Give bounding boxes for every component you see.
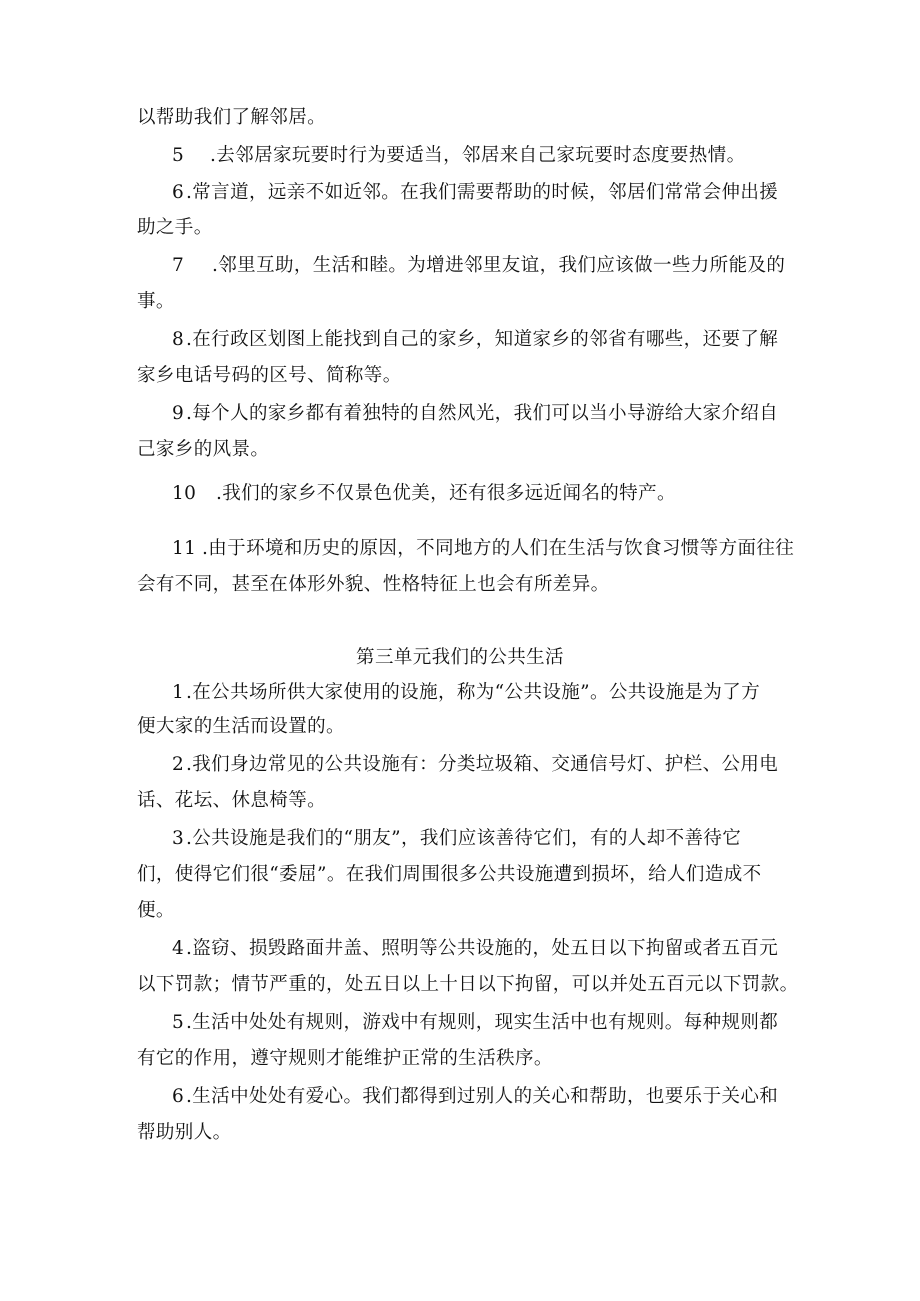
- item-text: .我们身边常见的公共设施有：分类垃圾箱、交通信号灯、护栏、公用电: [186, 754, 779, 775]
- item-number: 7: [172, 255, 185, 276]
- item-number: 6: [172, 1086, 185, 1107]
- list-item: [172, 536, 832, 562]
- list-item: [172, 936, 832, 962]
- list-item: [172, 680, 832, 706]
- item-text: .在公共场所供大家使用的设施，称为“公共设施”。公共设施是为了方: [186, 682, 761, 703]
- list-item: [172, 327, 832, 353]
- item-number: 6: [172, 182, 185, 203]
- list-item: [172, 143, 832, 169]
- item-text-continuation: 话、花坛、休息椅等。: [137, 790, 327, 811]
- item-number: 5: [172, 145, 185, 166]
- list-item: [172, 253, 832, 279]
- item-text: .在行政区划图上能找到自己的家乡，知道家乡的邻省有哪些，还要了解: [186, 329, 779, 350]
- item-number: 4: [172, 938, 185, 959]
- item-text: .我们的家乡不仅景色优美，还有很多远近闻名的特产。: [216, 483, 676, 504]
- item-text-continuation: 便。: [137, 900, 175, 921]
- item-text: .每个人的家乡都有着独特的自然风光，我们可以当小导游给大家介绍自: [186, 403, 779, 424]
- item-text: .由于环境和历史的原因，不同地方的人们在生活与饮食习惯等方面往往: [202, 538, 795, 559]
- item-number: 3: [172, 828, 185, 849]
- item-number: 10: [172, 483, 197, 504]
- item-text: .去邻居家玩要时行为要适当，邻居来自己家玩要时态度要热情。: [210, 145, 746, 166]
- item-text-continuation: 帮助别人。: [137, 1122, 232, 1143]
- item-number: 8: [172, 329, 185, 350]
- item-number: 1: [172, 682, 185, 703]
- section-title: 第三单元我们的公共生活: [356, 647, 564, 668]
- item-text-continuation: 会有不同，甚至在体形外貌、性格特征上也会有所差异。: [137, 574, 610, 595]
- item-text-continuation: 事。: [137, 291, 175, 312]
- item-text-continuation: 有它的作用，遵守规则才能维护正常的生活秩序。: [137, 1048, 553, 1069]
- list-item: [172, 401, 832, 427]
- item-text: .盗窃、损毁路面井盖、照明等公共设施的，处五日以下拘留或者五百元: [186, 938, 779, 959]
- list-item: [172, 1084, 832, 1110]
- list-item: [172, 752, 832, 778]
- item-text-continuation: 己家乡的风景。: [137, 439, 270, 460]
- list-item: [172, 180, 832, 206]
- item-text: .常言道，远亲不如近邻。在我们需要帮助的时候，邻居们常常会伸出援: [186, 182, 779, 203]
- item-text: .公共设施是我们的“朋友”，我们应该善待它们，有的人却不善待它: [186, 828, 742, 849]
- list-item: [172, 1010, 832, 1036]
- item-text-continuation: 便大家的生活而设置的。: [137, 716, 345, 737]
- item-text: .生活中处处有爱心。我们都得到过别人的关心和帮助，也要乐于关心和: [186, 1086, 779, 1107]
- item-text: .邻里互助，生活和睦。为增进邻里友谊，我们应该做一些力所能及的: [212, 255, 786, 276]
- item-number: 5: [172, 1012, 185, 1033]
- item-number: 9: [172, 403, 185, 424]
- paragraph-continuation: 以帮助我们了解邻居。: [137, 107, 327, 128]
- item-text: .生活中处处有规则，游戏中有规则，现实生活中也有规则。每种规则都: [186, 1012, 779, 1033]
- item-text-continuation: 家乡电话号码的区号、简称等。: [137, 365, 402, 386]
- item-text-continuation: 们，使得它们很“委屈”。在我们周围很多公共设施遭到损坏，给人们造成不: [137, 864, 762, 885]
- item-text-continuation: 助之手。: [137, 217, 213, 238]
- list-item: [172, 481, 832, 507]
- list-item: [172, 826, 832, 852]
- item-number: 11: [172, 538, 197, 559]
- item-text-continuation: 以下罚款；情节严重的，处五日以上十日以下拘留，可以并处五百元以下罚款。: [137, 974, 799, 995]
- item-number: 2: [172, 754, 185, 775]
